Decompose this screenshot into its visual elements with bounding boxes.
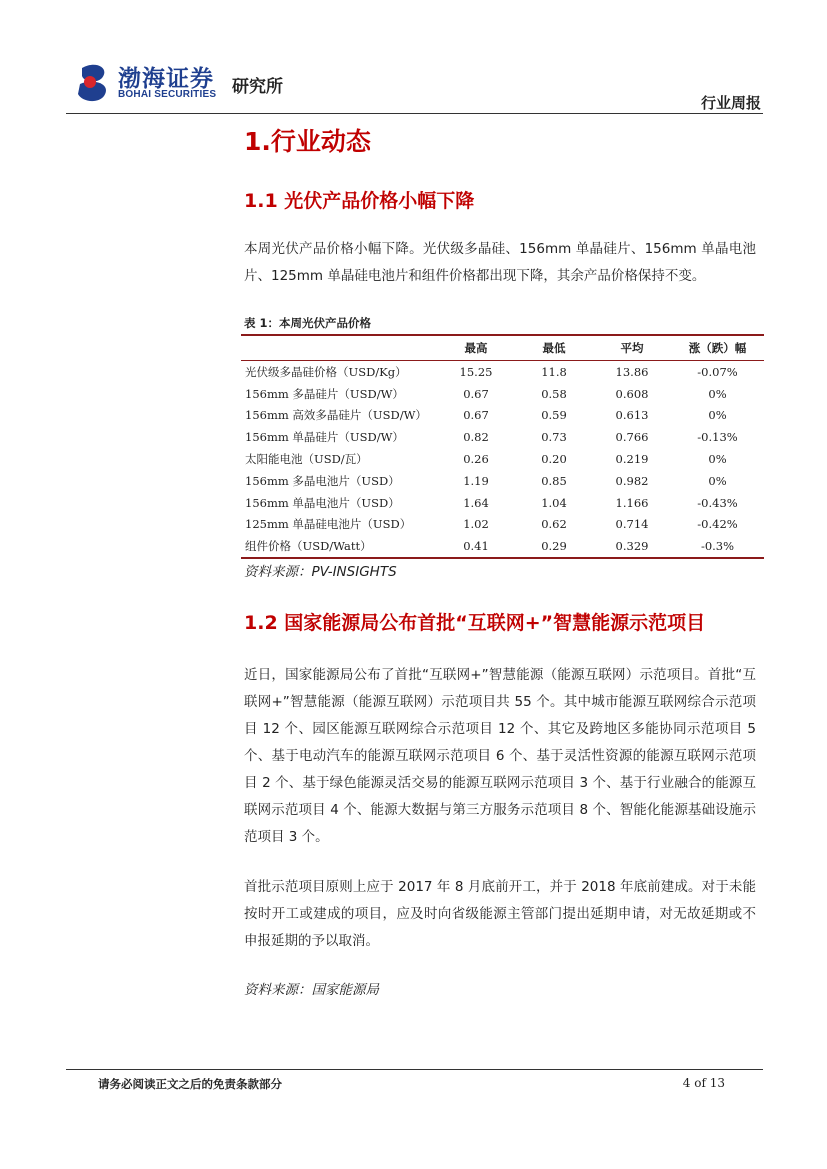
- table-cell-low: 0.58: [541, 386, 567, 401]
- table-header-low: 最低: [542, 341, 566, 355]
- table-header-avg: 平均: [620, 341, 644, 355]
- table-cell-item: 156mm 单晶电池片（USD）: [245, 495, 400, 510]
- table-cell-low: 0.62: [541, 517, 567, 532]
- table-cell-avg: 0.714: [615, 517, 649, 532]
- header-divider: [66, 113, 763, 114]
- table-cell-avg: 0.608: [615, 386, 649, 401]
- table-cell-item: 太阳能电池（USD/瓦）: [245, 452, 368, 467]
- table-row: [241, 492, 764, 514]
- table-cell-high: 1.02: [463, 517, 489, 532]
- bohai-logo-icon: [76, 62, 112, 104]
- table-cell-high: 0.67: [463, 408, 489, 423]
- table-cell-low: 11.8: [541, 364, 567, 379]
- bohai-logo: [76, 62, 226, 106]
- table-cell-high: 15.25: [459, 364, 493, 379]
- table-cell-low: 0.73: [541, 430, 567, 445]
- table-cell-avg: 0.982: [615, 473, 649, 488]
- pv-prices-text: 本周光伏产品价格小幅下降。光伏级多晶硅、156mm 单晶硅片、156mm 单晶电池片、125mm 单晶硅电池片和组件价格都出现下降，其余产品价格保持不变。: [244, 241, 756, 284]
- table-cell-high: 0.67: [463, 386, 489, 401]
- institute-label: 研究所: [232, 77, 283, 97]
- page-number: 4 of 13: [682, 1076, 725, 1090]
- table-row: [241, 361, 764, 383]
- table-row: [241, 448, 764, 470]
- table-cell-high: 1.64: [463, 495, 489, 510]
- table-row: [241, 426, 764, 448]
- table-cell-avg: 13.86: [615, 364, 649, 379]
- table-title: 表 1：本周光伏产品价格: [244, 316, 372, 330]
- table-cell-item: 125mm 单晶硅电池片（USD）: [245, 517, 412, 532]
- energy-internet-paragraph-1: [244, 662, 756, 851]
- subsection-title-energy-internet: 1.2 国家能源局公布首批“互联网+”智慧能源示范项目: [244, 612, 706, 634]
- report-type: 行业周报: [700, 94, 761, 112]
- pv-price-table: [241, 334, 764, 559]
- table-row: [241, 383, 764, 405]
- table-source: 资料来源：PV-INSIGHTS: [244, 564, 397, 580]
- section-title: 1.行业动态: [244, 127, 371, 156]
- table-header-change: 涨（跌）幅: [688, 341, 747, 355]
- logo-chinese-name: 渤海证券: [118, 66, 214, 92]
- table-cell-change: -0.07%: [697, 364, 738, 379]
- table-cell-change: 0%: [708, 473, 727, 488]
- energy-internet-text-2: 首批示范项目原则上应于 2017 年 8 月底前开工，并于 2018 年底前建成。对于未能按时开工或建成的项目，应及时向省级能源主管部门提出延期申请，对无故延期或不申报延期的予以取消。: [244, 879, 756, 949]
- table-cell-item: 156mm 高效多晶硅片（USD/W）: [245, 408, 427, 423]
- footer-divider: [66, 1069, 763, 1070]
- table-cell-high: 1.19: [463, 473, 489, 488]
- table-cell-high: 0.26: [463, 452, 489, 467]
- table-cell-change: -0.13%: [697, 430, 738, 445]
- energy-internet-paragraph-2: [244, 874, 756, 955]
- table-header-item: [241, 335, 437, 361]
- table-cell-low: 0.85: [541, 473, 567, 488]
- table-cell-avg: 0.329: [615, 539, 649, 554]
- table-cell-change: 0%: [708, 386, 727, 401]
- table-header-row: [241, 335, 764, 361]
- table-cell-item: 组件价格（USD/Watt）: [245, 539, 372, 554]
- table-cell-high: 0.41: [463, 539, 489, 554]
- table-cell-avg: 0.613: [615, 408, 649, 423]
- table-row: [241, 470, 764, 492]
- page-header: [0, 0, 827, 118]
- table-cell-item: 156mm 多晶硅片（USD/W）: [245, 386, 404, 401]
- table-cell-change: 0%: [708, 452, 727, 467]
- table-cell-high: 0.82: [463, 430, 489, 445]
- table-cell-low: 0.20: [541, 452, 567, 467]
- table-row: [241, 535, 764, 558]
- table-cell-low: 0.29: [541, 539, 567, 554]
- pv-prices-paragraph: [244, 236, 756, 290]
- table-cell-low: 1.04: [541, 495, 567, 510]
- table-cell-avg: 0.219: [615, 452, 649, 467]
- table-cell-change: 0%: [708, 408, 727, 423]
- table-cell-low: 0.59: [541, 408, 567, 423]
- table-cell-item: 156mm 多晶电池片（USD）: [245, 473, 400, 488]
- table-cell-item: 光伏级多晶硅价格（USD/Kg）: [245, 364, 407, 379]
- logo-english-name: BOHAI SECURITIES: [118, 89, 217, 100]
- table-cell-change: -0.42%: [697, 517, 738, 532]
- table-cell-item: 156mm 单晶硅片（USD/W）: [245, 430, 404, 445]
- table-row: [241, 514, 764, 536]
- table-cell-avg: 0.766: [615, 430, 649, 445]
- table-cell-change: -0.43%: [697, 495, 738, 510]
- energy-internet-text-1: 近日，国家能源局公布了首批“互联网+”智慧能源（能源互联网）示范项目。首批“互联网+”智慧能源（能源互联网）示范项目共 55 个。其中城市能源互联网综合示范项目 12 个、园区能源互联网综合示范项目 12 个、其它及跨地区多能协同示范项目 5 个、基于电动汽车的能源互联网示范项目 6 个、基于灵活性资源的能源互联网示范项目 2 个、基于绿色能源灵活交易的能源互联网示范项目 3 个、基于行业融合的能源互联网示范项目 4 个、能源大数据与第三方服务示范项目 8 个、智能化能源基础设施示范项目 3 个。: [244, 667, 756, 845]
- table-header-high: 最高: [464, 341, 488, 355]
- table-row: [241, 405, 764, 427]
- energy-internet-source: 资料来源：国家能源局: [244, 982, 379, 998]
- subsection-title-pv-prices: 1.1 光伏产品价格小幅下降: [244, 190, 475, 212]
- table-cell-avg: 1.166: [615, 495, 649, 510]
- table-cell-change: -0.3%: [700, 539, 735, 554]
- disclaimer-note: 请务必阅读正文之后的免责条款部分: [98, 1077, 282, 1091]
